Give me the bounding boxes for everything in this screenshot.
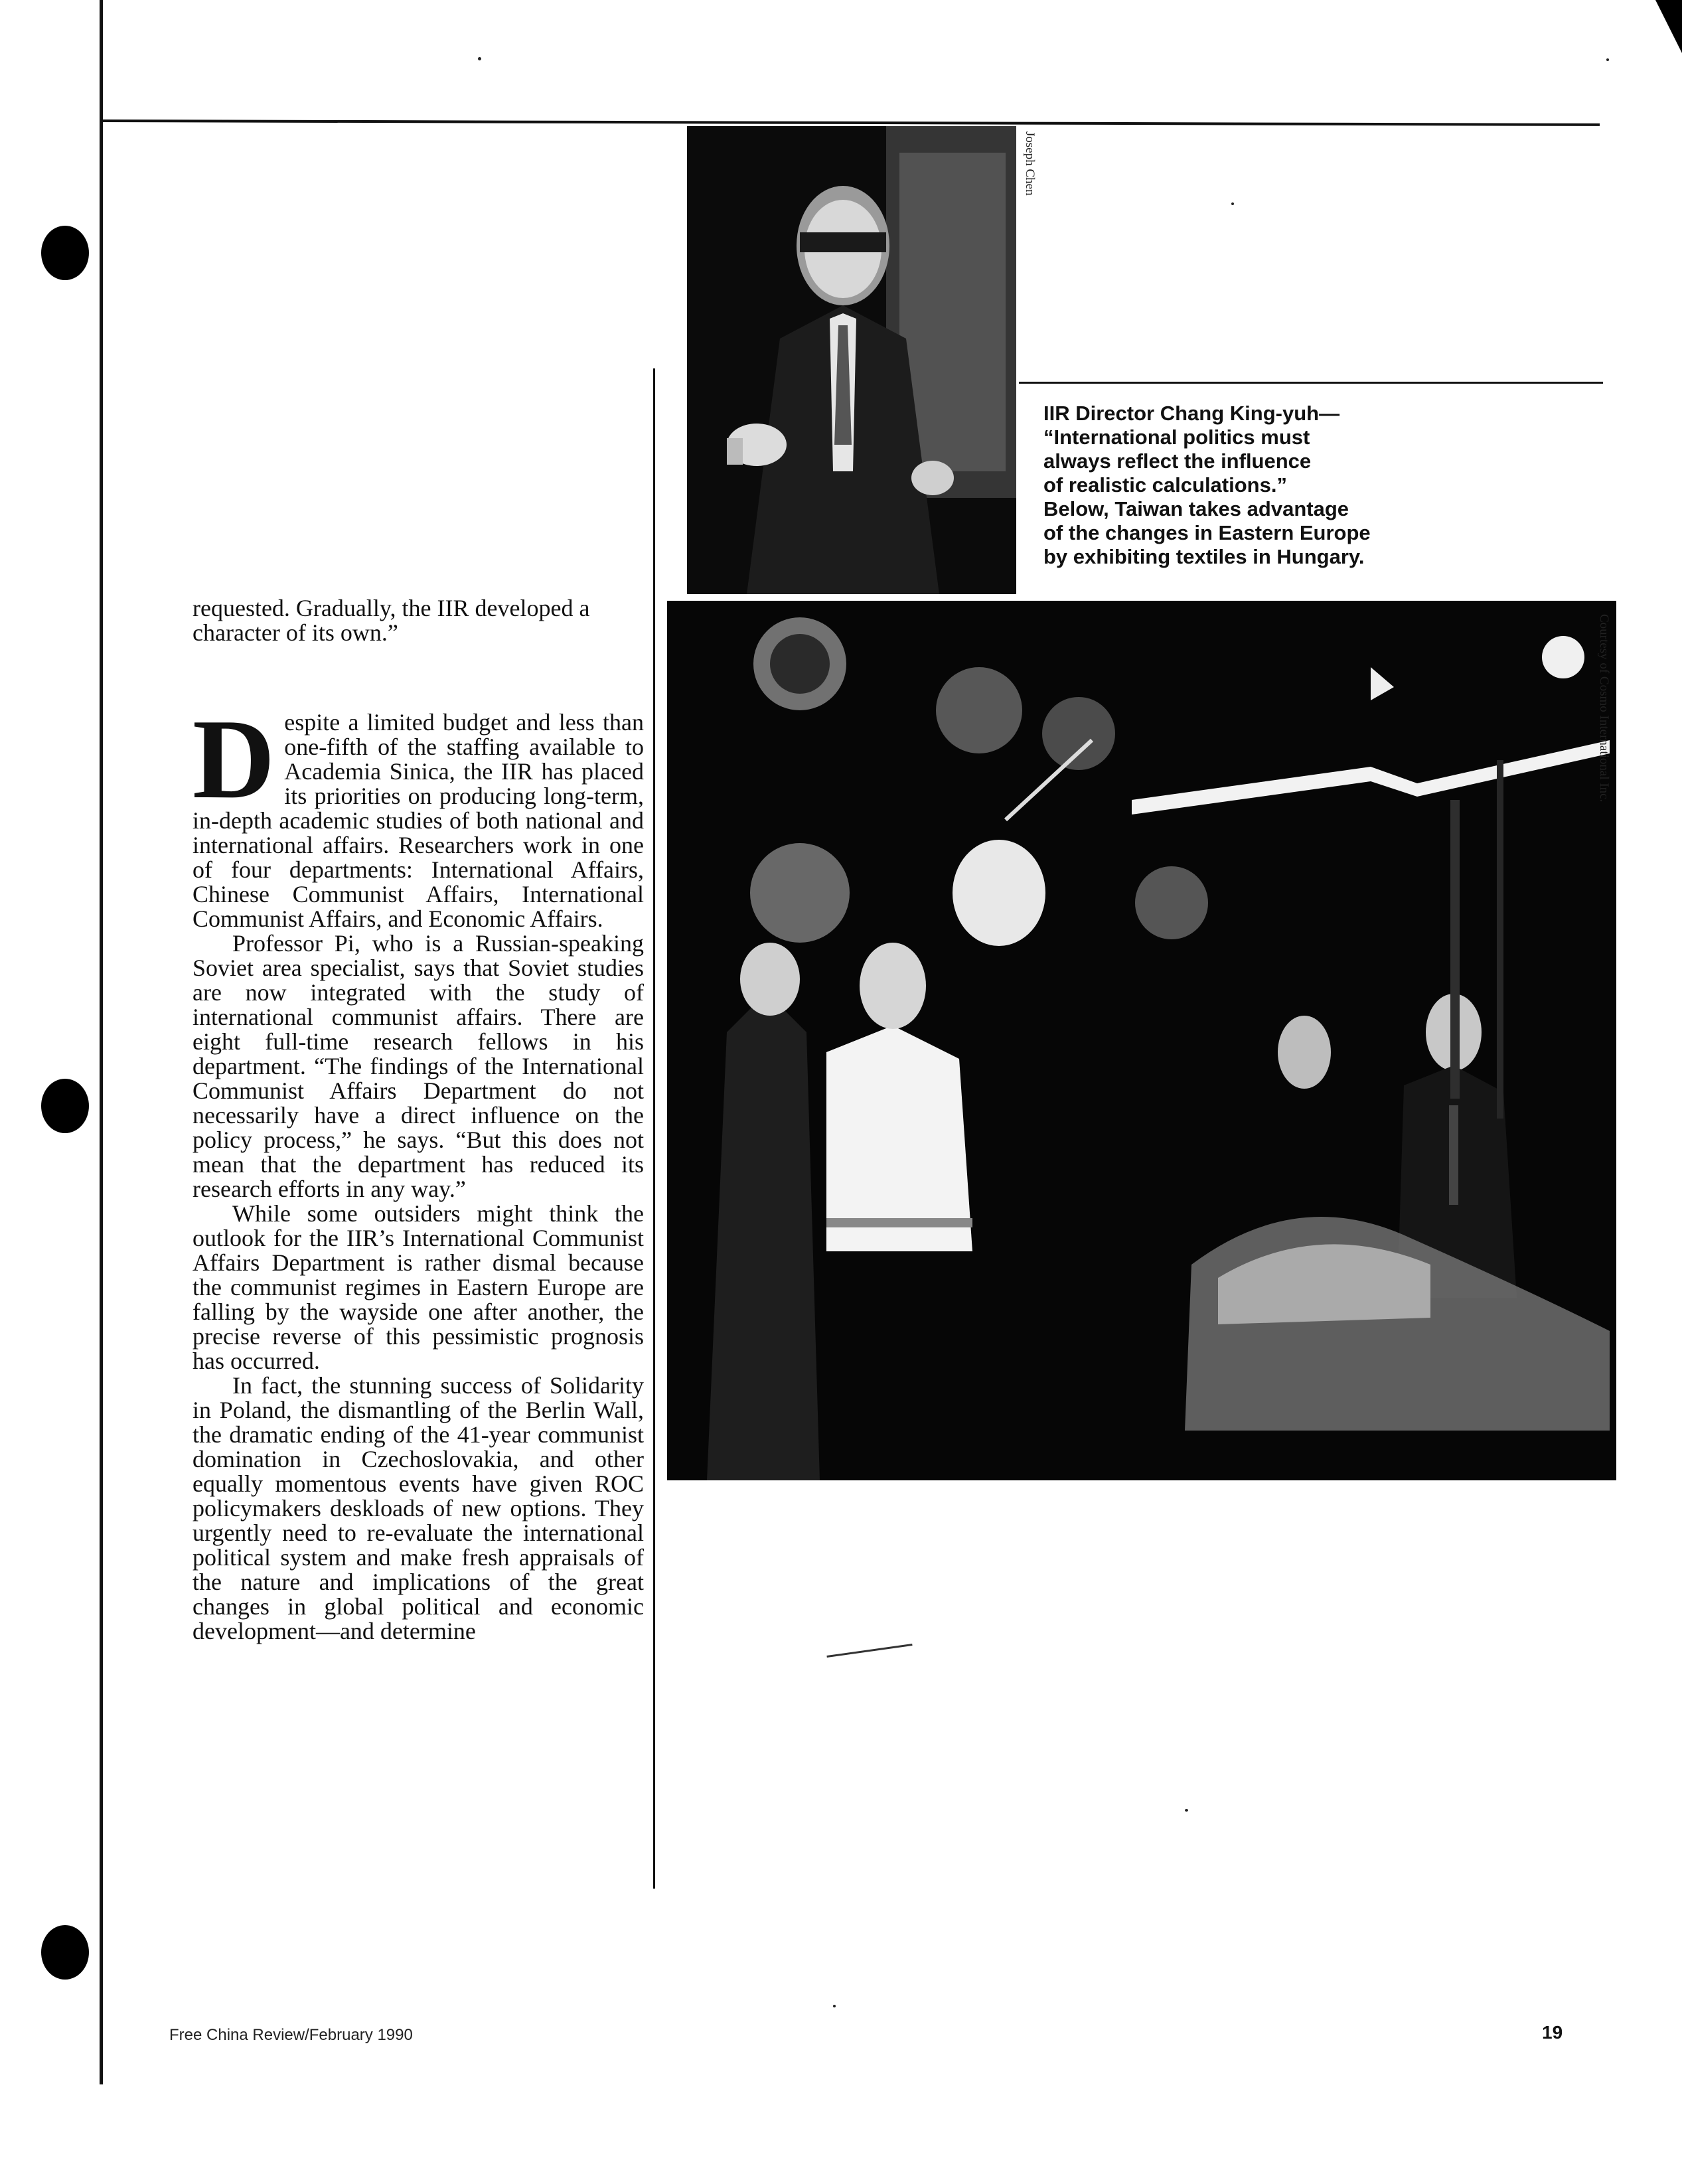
publication-footer: Free China Review/February 1990 — [169, 2026, 413, 2044]
caption-line: of the changes in Eastern Europe — [1043, 521, 1371, 544]
photo2-credit: Courtesy of Cosmo International Inc. — [1597, 614, 1611, 803]
paragraph-4: In fact, the stunning success of Solidarity in Poland, the dismantling of the Berlin Wall, the dramatic ending of the 41-year communist domination in Czechoslovakia, and other equally momentous events have given ROC policymakers deskloads of new options. They urgently need to re-evaluate the international political system and make fresh appraisals of the nature and implications of the great changes in global political and economic development—and determine — [192, 1372, 644, 1644]
director-photo — [687, 126, 1016, 594]
article-continuation — [192, 596, 644, 645]
scan-speck — [1185, 1809, 1188, 1812]
article-body — [192, 696, 644, 1644]
director-photo-image — [687, 126, 1016, 594]
punch-hole-top — [41, 226, 89, 280]
drop-cap: D — [192, 696, 275, 822]
punch-hole-middle — [41, 1079, 89, 1133]
caption-line: always reflect the influence — [1043, 449, 1312, 473]
page-number: 19 — [1542, 2022, 1563, 2043]
paragraph-1-text: espite a limited budget and less than one-fifth of the staffing available to Academia Sinica, the IIR has placed its priorities on producing long-term, in-depth academic studies of both national and international affairs. Researchers work in one of four departments: International Affairs, Chinese Communist Affairs, International Communist Affairs, and Economic Affairs. — [192, 709, 644, 932]
scan-speck — [1606, 58, 1609, 61]
photo1-credit: Joseph Chen — [1023, 131, 1037, 196]
caption-line: by exhibiting textiles in Hungary. — [1043, 545, 1365, 568]
intro-paragraph: requested. Gradually, the IIR developed a character of its own.” — [192, 595, 590, 646]
header-rule — [100, 119, 1600, 126]
caption-rule — [1019, 382, 1603, 384]
paragraph-3: While some outsiders might think the outlook for the IIR’s International Communist Affairs Department is rather dismal because the communist regimes in Eastern Europe are falling by the wayside one after another, the precise reverse of this pessimistic prognosis has occurred. — [192, 1200, 644, 1374]
textile-exhibition-photo — [667, 601, 1616, 1480]
scan-speck — [833, 2005, 836, 2007]
punch-hole-bottom — [41, 1925, 89, 1980]
caption-line: IIR Director Chang King-yuh— — [1043, 402, 1340, 425]
paragraph-1 — [192, 696, 644, 932]
caption-line: of realistic calculations.” — [1043, 473, 1287, 497]
caption-line: Below, Taiwan takes advantage — [1043, 497, 1349, 520]
caption-line: “International politics must — [1043, 426, 1310, 449]
scan-speck — [478, 57, 481, 60]
photo-caption — [1043, 402, 1455, 569]
binding-edge-line — [100, 0, 103, 2084]
column-rule — [653, 368, 655, 1889]
scan-speck — [1231, 202, 1234, 205]
corner-mark — [1655, 0, 1682, 53]
paragraph-2: Professor Pi, who is a Russian-speaking Soviet area specialist, says that Soviet studies are now integrated with the study of international communist affairs. There are eight full-time research fellows in his department. “The findings of the International Communist Affairs Department do not necessarily have a direct influence on the policy process,” he says. “But this does not mean that the department has reduced its research efforts in any way.” — [192, 930, 644, 1202]
textile-exhibition-image — [667, 601, 1616, 1480]
scan-mark — [826, 1644, 912, 1658]
